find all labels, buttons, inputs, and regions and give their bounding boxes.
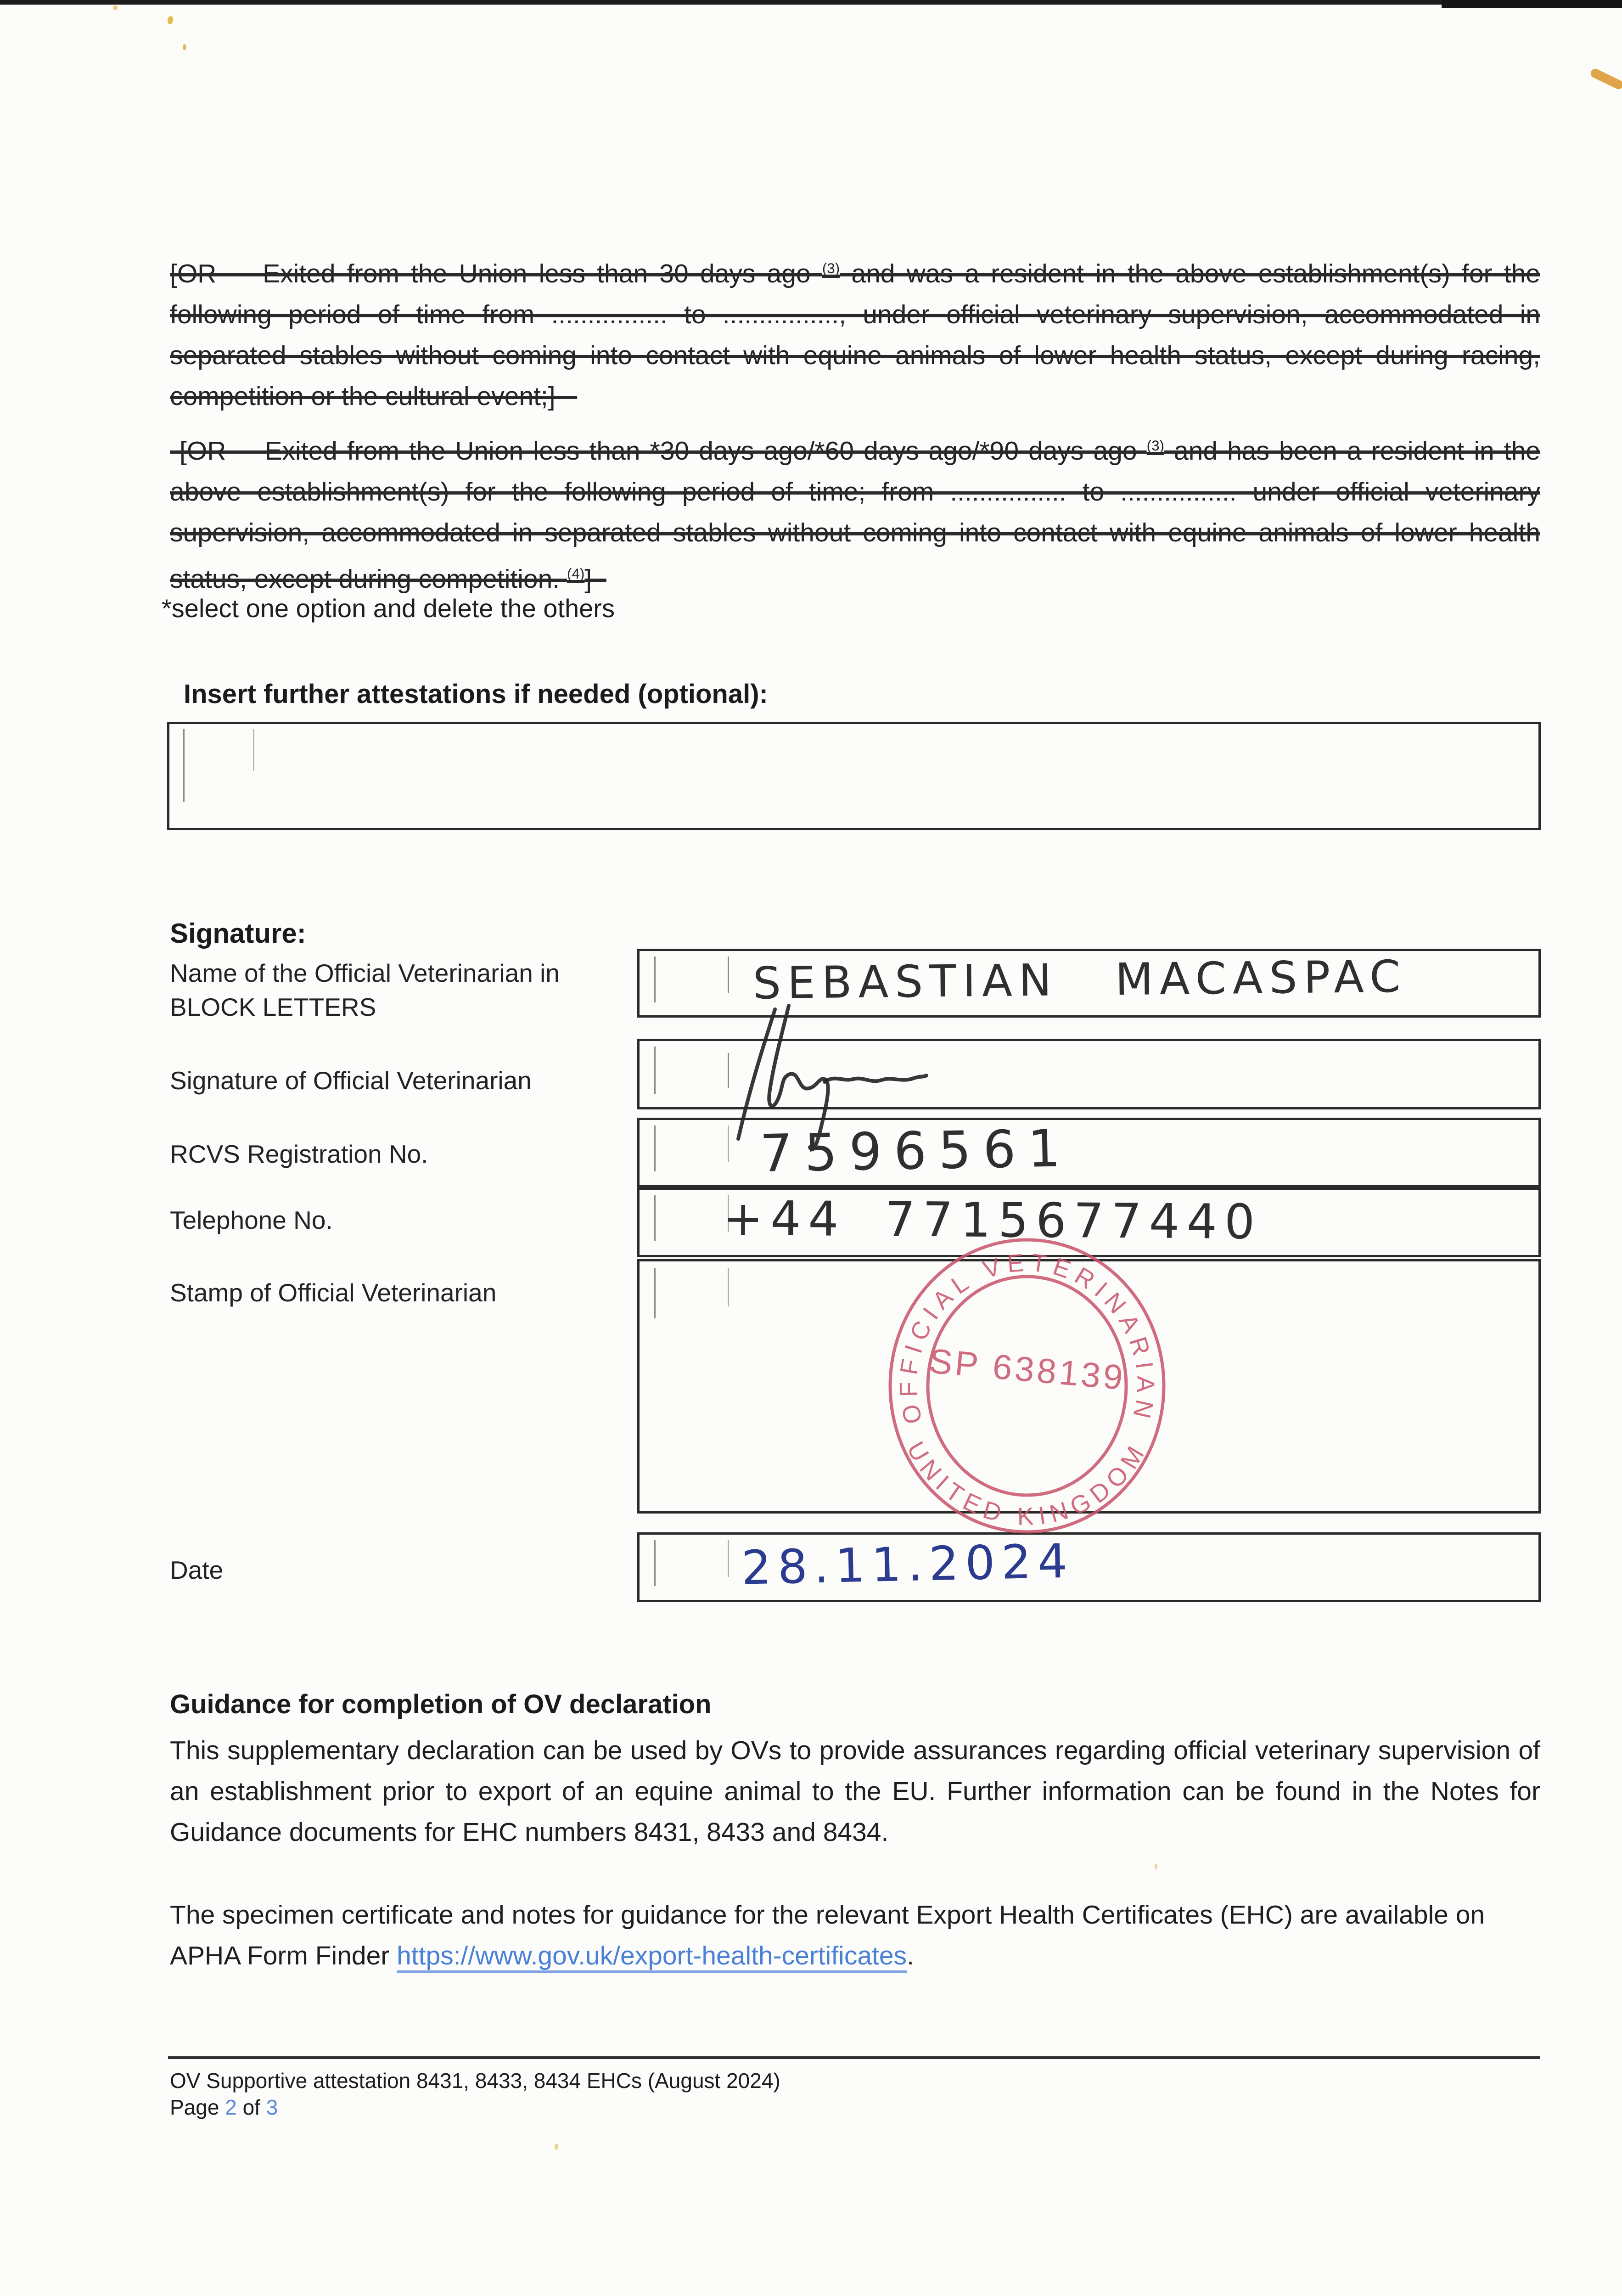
footnote-ref-3b: (3) xyxy=(1146,438,1164,454)
cell-mark xyxy=(654,1125,656,1171)
name-value-handwritten: SEBASTIAN MACASPAC xyxy=(752,951,1407,1009)
struck-paragraph-2-text-cont: and has been a resident in the above establishment(s) for the following period of time; from ................ to ................ under official veterinary supervision, accommodated in separated stables without coming into contact with equine animals of lower health status, except during competition. xyxy=(170,436,1541,594)
cell-mark xyxy=(654,1047,656,1094)
scan-edge-artifact-right xyxy=(1442,0,1622,8)
footer-divider xyxy=(168,2056,1540,2059)
scan-speck xyxy=(183,44,186,50)
further-attestations-heading: Insert further attestations if needed (optional): xyxy=(184,679,768,709)
cell-mark xyxy=(728,1268,729,1306)
rcvs-label: RCVS Registration No. xyxy=(170,1140,428,1168)
struck-paragraph-1 xyxy=(170,248,1540,417)
guidance-paragraph-1: This supplementary declaration can be used by OVs to provide assurances regarding official veterinary supervision of an establishment prior to export of an equine animal to the EU. Further information can be found in the Notes for Guidance documents for EHC numbers 8431, 8433 and 8434. xyxy=(170,1736,1540,1847)
struck-paragraph-1-text-cont: and was a resident in the above establishment(s) for the following period of time from ................ to ................, under official veterinary supervision, accommodated in separated stables without coming into contact with equine animals of lower health status, except during racing, competition or the cultural event;] xyxy=(170,259,1540,411)
guidance-paragraph-2-text: The specimen certificate and notes for guidance for the relevant Export Health Certificates (EHC) are available on APHA Form Finder xyxy=(170,1900,1485,1970)
stamp-label: Stamp of Official Veterinarian xyxy=(170,1278,497,1307)
cell-mark xyxy=(728,1540,729,1577)
cell-mark xyxy=(654,957,656,1002)
footnote-ref-3: (3) xyxy=(822,260,840,276)
cell-mark xyxy=(654,1540,656,1586)
scan-speck xyxy=(167,16,174,25)
scan-speck xyxy=(555,2144,558,2150)
further-attestations-box xyxy=(167,722,1541,830)
name-label: Name of the Official Veterinarian in BLOCK LETTERS xyxy=(170,959,560,1021)
cell-mark xyxy=(183,729,185,802)
cell-mark xyxy=(654,1195,656,1241)
signature-heading: Signature: xyxy=(170,918,306,949)
rcvs-value-handwritten: 7596561 xyxy=(759,1119,1073,1184)
page-word: Page xyxy=(170,2095,225,2119)
date-value-handwritten: 28.11.2024 xyxy=(741,1534,1075,1596)
select-option-note: *select one option and delete the others xyxy=(162,594,615,623)
page-current: 2 xyxy=(225,2095,237,2119)
official-veterinarian-stamp xyxy=(879,1234,1175,1537)
scan-speck xyxy=(1155,1863,1157,1869)
footnote-ref-4: (4) xyxy=(567,566,585,582)
stamp-bottom-text: UNITED KINGDOM xyxy=(901,1436,1153,1531)
scan-mark xyxy=(1589,67,1622,90)
scan-speck xyxy=(113,6,118,10)
page-total: 3 xyxy=(266,2095,278,2119)
footer-document-title: OV Supportive attestation 8431, 8433, 8434 EHCs (August 2024) xyxy=(170,2069,780,2093)
cell-mark xyxy=(654,1268,656,1318)
guidance-paragraph-2-period: . xyxy=(907,1941,914,1970)
struck-paragraph-1-text: [OR Exited from the Union less than 30 days ago xyxy=(170,259,822,288)
footer-page-number xyxy=(170,2094,278,2121)
scan-edge-artifact xyxy=(0,0,1622,5)
of-word: of xyxy=(236,2095,266,2119)
stamp-center-text: SP 638139 xyxy=(927,1341,1127,1398)
telephone-label: Telephone No. xyxy=(170,1206,333,1234)
guidance-paragraph-2 xyxy=(170,1895,1540,1976)
guidance-heading: Guidance for completion of OV declaration xyxy=(170,1689,712,1719)
telephone-value-handwritten: +44 7715677440 xyxy=(723,1190,1263,1250)
struck-paragraph-2 xyxy=(170,425,1540,600)
export-health-certificates-link[interactable]: https://www.gov.uk/export-health-certificates xyxy=(397,1941,907,1973)
struck-paragraph-2-text-end: ] xyxy=(584,564,606,594)
date-label: Date xyxy=(170,1556,224,1584)
stamp-top-text: OFFICIAL VETERINARIAN xyxy=(894,1249,1160,1427)
struck-paragraph-2-text: [OR Exited from the Union less than *30 days ago/*60 days ago/*90 days ago xyxy=(170,436,1147,466)
cell-mark xyxy=(728,957,729,993)
cell-mark xyxy=(253,729,254,771)
signature-label: Signature of Official Veterinarian xyxy=(170,1066,532,1095)
